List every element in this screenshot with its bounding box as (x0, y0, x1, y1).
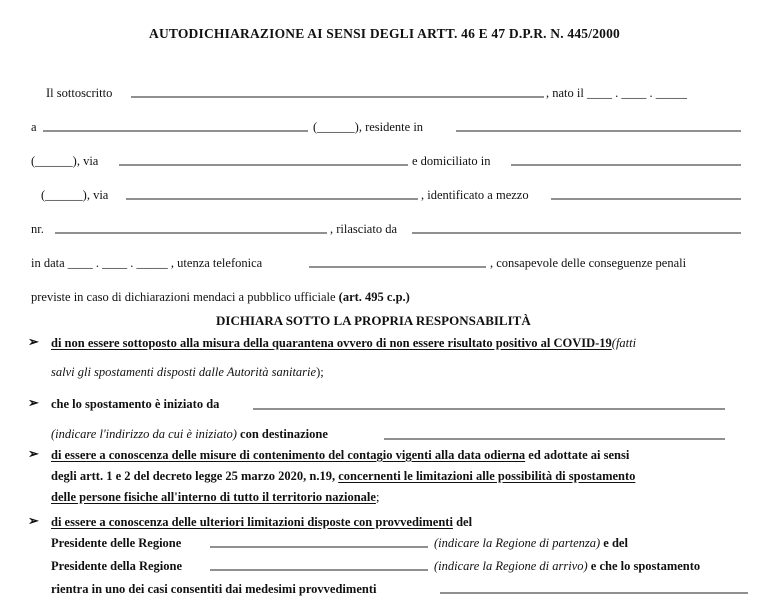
label-a: a (31, 120, 37, 134)
item-spostamento-line2 (51, 428, 328, 441)
item-misure-line1 (51, 449, 629, 462)
declaration-heading: DICHIARA SOTTO LA PROPRIA RESPONSABILITÀ (216, 313, 531, 328)
item-spostamento-rientra: e che lo spostamento (590, 559, 701, 573)
item-ulteriori-del: del (456, 515, 473, 529)
item-quarantena-note-start: (fatti (611, 336, 637, 350)
item-quarantena-end: ); (316, 365, 324, 379)
item-regione-arrivo-note: (indicare la Regione di arrivo) (434, 559, 588, 573)
bullet-arrow-icon: ➢ (28, 395, 39, 410)
label-via-domicilio: (______), via (41, 188, 109, 202)
text-art-495: (art. 495 c.p.) (338, 290, 410, 304)
item-ulteriori-line1 (51, 516, 472, 529)
item-misure-line3 (51, 491, 379, 504)
item-indirizzo-note: (indicare l'indirizzo da cui è iniziato) (51, 427, 237, 441)
item-casi-consentiti: rientra in uno dei casi consentiti dai medesimi provvedimenti (51, 582, 377, 596)
label-identificato: , identificato a mezzo (421, 188, 529, 202)
item-presidente-arrivo-note (434, 560, 700, 573)
label-via-residenza: (______), via (31, 154, 99, 168)
item-quarantena-text: di non essere sottoposto alla misura della quarantena ovvero di non essere risultato positivo al COVID-19 (51, 336, 612, 350)
item-presidente-partenza-label: Presidente delle Regione (51, 536, 182, 550)
document-title: AUTODICHIARAZIONE AI SENSI DEGLI ARTT. 46 E 47 D.P.R. N. 445/2000 (149, 26, 620, 41)
item-regione-partenza-note: (indicare la Regione di partenza) (434, 536, 601, 550)
label-domiciliato: e domiciliato in (412, 154, 491, 168)
item-destinazione-label: con destinazione (240, 427, 328, 441)
label-residente: (______), residente in (313, 120, 424, 134)
item-quarantena-note: salvi gli spostamenti disposti dalle Autorità sanitarie (51, 365, 317, 379)
item-quarantena-line2 (51, 366, 324, 379)
item-territorio-end: ; (375, 490, 380, 504)
label-data-telefono: in data ____ . ____ . _____ , utenza telefonica (31, 256, 263, 270)
item-limitazioni-text: concernenti le limitazioni alle possibilità di spostamento (338, 469, 636, 483)
bullet-arrow-icon: ➢ (28, 513, 39, 528)
item-e-del: e del (603, 536, 628, 550)
item-misure-text: di essere a conoscenza delle misure di contenimento del contagio vigenti alla data odierna (51, 448, 526, 462)
item-ulteriori-text: di essere a conoscenza delle ulteriori limitazioni disposte con provvedimenti (51, 515, 453, 529)
item-quarantena (51, 337, 636, 350)
item-misure-line2 (51, 470, 635, 483)
item-decreto-text: degli artt. 1 e 2 del decreto legge 25 marzo 2020, n.19, (51, 469, 336, 483)
item-territorio-text: delle persone fisiche all'interno di tutto il territorio nazionale (51, 490, 376, 504)
label-nr: nr. (31, 222, 44, 236)
label-sottoscritto: Il sottoscritto (46, 86, 113, 100)
bullet-arrow-icon: ➢ (28, 446, 39, 461)
label-nato-il: , nato il ____ . ____ . _____ (546, 86, 687, 100)
bullet-arrow-icon: ➢ (28, 334, 39, 349)
text-dichiarazioni: previste in caso di dichiarazioni mendaci a pubblico ufficiale (31, 290, 336, 304)
item-misure-cont: ed adottate ai sensi (528, 448, 630, 462)
item-presidente-arrivo-label: Presidente della Regione (51, 559, 182, 573)
item-spostamento-da: che lo spostamento è iniziato da (51, 397, 220, 411)
label-consapevole: , consapevole delle conseguenze penali (490, 256, 687, 270)
label-rilasciato: , rilasciato da (330, 222, 397, 236)
item-presidente-partenza-note (434, 537, 628, 550)
